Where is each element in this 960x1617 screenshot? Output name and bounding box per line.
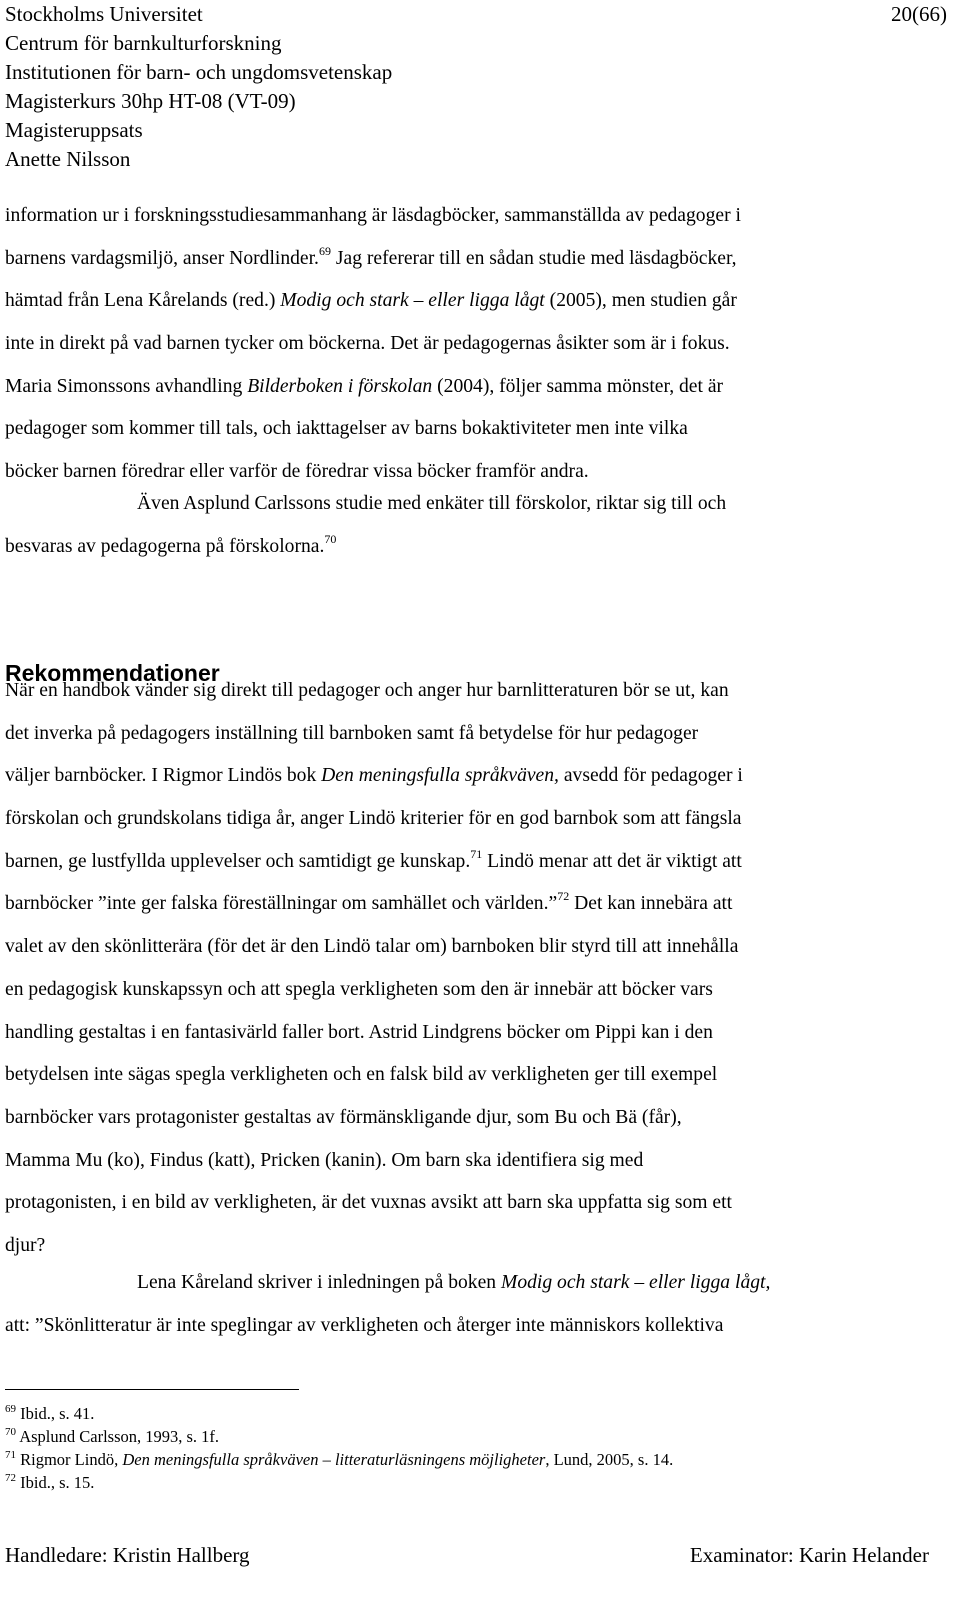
footnote-text: Ibid., s. 41. [16,1404,95,1423]
footnote-separator [5,1389,299,1390]
text-span: hämtad från Lena Kårelands (red.) [5,290,281,312]
text-line: en pedagogisk kunskapssyn och att spegla verkligheten som den är innebär att böcker vars [5,978,713,1000]
footnote-ref-70[interactable]: 70 [324,531,337,546]
footnote-number: 69 [5,1403,16,1415]
text-span: (2004), följer samma mönster, det är [432,375,724,397]
footnote-text: Asplund Carlsson, 1993, s. 1f. [16,1427,220,1446]
text-span: Maria Simonssons avhandling [5,375,248,397]
text-line [5,366,957,409]
footnote-69 [5,1402,673,1425]
body-paragraph-1 [5,195,957,494]
section-heading: Rekommendationer [5,660,220,686]
text-line: handling gestaltas i en fantasivärld faller bort. Astrid Lindgrens böcker om Pippi kan i den [5,1021,713,1043]
text-line [5,1262,957,1305]
header-course: Magisterkurs 30hp HT-08 (VT-09) [5,89,296,113]
footnote-ref-72[interactable]: 72 [557,889,570,904]
header-center: Centrum för barnkulturforskning [5,31,282,55]
text-span: Jag refererar till en sådan studie med läsdagböcker, [330,247,737,269]
footnote-number: 70 [5,1426,16,1438]
text-span: barnens vardagsmiljö, anser Nordlinder. [5,247,319,269]
header-author: Anette Nilsson [5,147,131,171]
text-span: barnen, ge lustfyllda upplevelser och samtidigt ge kunskap. [5,850,471,872]
text-line [5,526,957,569]
footnote-ref-71[interactable]: 71 [470,846,483,861]
text-line: barnböcker vars protagonister gestaltas av förmänskligande djur, som Bu och Bä (får), [5,1106,682,1128]
text-line: Även Asplund Carlssons studie med enkäter till förskolor, riktar sig till och [137,493,727,514]
footnote-70 [5,1425,673,1448]
footnote-number: 72 [5,1472,16,1484]
text-line [5,841,957,884]
footnote-text: , Lund, 2005, s. 14. [545,1450,674,1469]
text-line: djur? [5,1234,46,1256]
text-line: böcker barnen föredrar eller varför de föredrar vissa böcker framför andra. [5,461,589,483]
text-line: att: ”Skönlitteratur är inte speglingar av verkligheten och återger inte människors kollektiva [5,1314,724,1336]
text-span: Lena Kåreland skriver i inledningen på boken [137,1272,501,1293]
text-span: Lindö menar att det är viktigt att [482,850,742,872]
book-title: Modig och stark – eller ligga lågt, [501,1272,771,1293]
text-line: Mamma Mu (ko), Findus (katt), Pricken (kanin). Om barn ska identifiera sig med [5,1149,644,1171]
text-line: förskolan och grundskolans tidiga år, anger Lindö kriterier för en god barnbok som att fängsla [5,808,742,830]
footer-examiner: Examinator: Karin Helander [689,1543,929,1567]
header-department: Institutionen för barn- och ungdomsvetenskap [5,60,393,84]
page-number: 20(66) [891,2,947,26]
text-line: information ur i forskningsstudiesammanhang är läsdagböcker, sammanställda av pedagoger i [5,205,741,226]
text-line: det inverka på pedagogers inställning till barnboken samt få betydelse för hur pedagoger [5,722,699,744]
text-span: avsedd för pedagoger i [558,765,743,787]
body-paragraph-4 [5,1262,957,1347]
text-line [5,755,957,798]
header-university: Stockholms Universitet [5,2,203,26]
text-span: (2005), men studien går [544,290,737,312]
footnote-ref-69[interactable]: 69 [318,243,331,258]
text-line [5,280,957,323]
text-span: Det kan innebära att [569,893,733,915]
text-line [5,238,957,281]
footer-supervisor: Handledare: Kristin Hallberg [5,1543,250,1567]
footnotes [5,1402,673,1494]
header-document-type: Magisteruppsats [5,118,143,142]
text-line [5,883,957,926]
book-title: Den meningsfulla språkväven – litteraturläsningens möjligheter [122,1450,546,1469]
text-line: valet av den skönlitterära (för det är den Lindö talar om) barnboken blir styrd till att innehålla [5,936,739,958]
text-span: besvaras av pedagogerna på förskolorna. [5,535,325,557]
book-title: Bilderboken i förskolan [247,375,433,397]
body-paragraph-3 [5,670,957,1268]
footnote-number: 71 [5,1449,16,1461]
body-paragraph-2 [5,483,957,568]
text-line: När en handbok vänder sig direkt till pedagoger och anger hur barnlitteraturen bör se ut, kan [5,680,729,701]
text-line: pedagoger som kommer till tals, och iakttagelser av barns bokaktiviteter men inte vilka [5,418,688,440]
footnote-text: Ibid., s. 15. [16,1473,95,1492]
text-line: inte in direkt på vad barnen tycker om böckerna. Det är pedagogernas åsikter som är i fokus. [5,333,730,355]
document-header [5,0,392,174]
footnote-71 [5,1448,673,1471]
text-line: betydelsen inte sägas spegla verkligheten och en falsk bild av verkligheten ger till exempel [5,1064,718,1086]
footnote-72 [5,1471,673,1494]
text-line: protagonisten, i en bild av verkligheten, är det vuxnas avsikt att barn ska uppfatta sig som ett [5,1192,732,1214]
text-span: väljer barnböcker. I Rigmor Lindös bok [5,765,322,787]
text-span: barnböcker ”inte ger falska föreställningar om samhället och världen.” [5,893,558,915]
book-title: Den meningsfulla språkväven, [321,765,559,787]
book-title: Modig och stark – eller ligga lågt [280,290,545,312]
footnote-text: Rigmor Lindö, [16,1450,123,1469]
